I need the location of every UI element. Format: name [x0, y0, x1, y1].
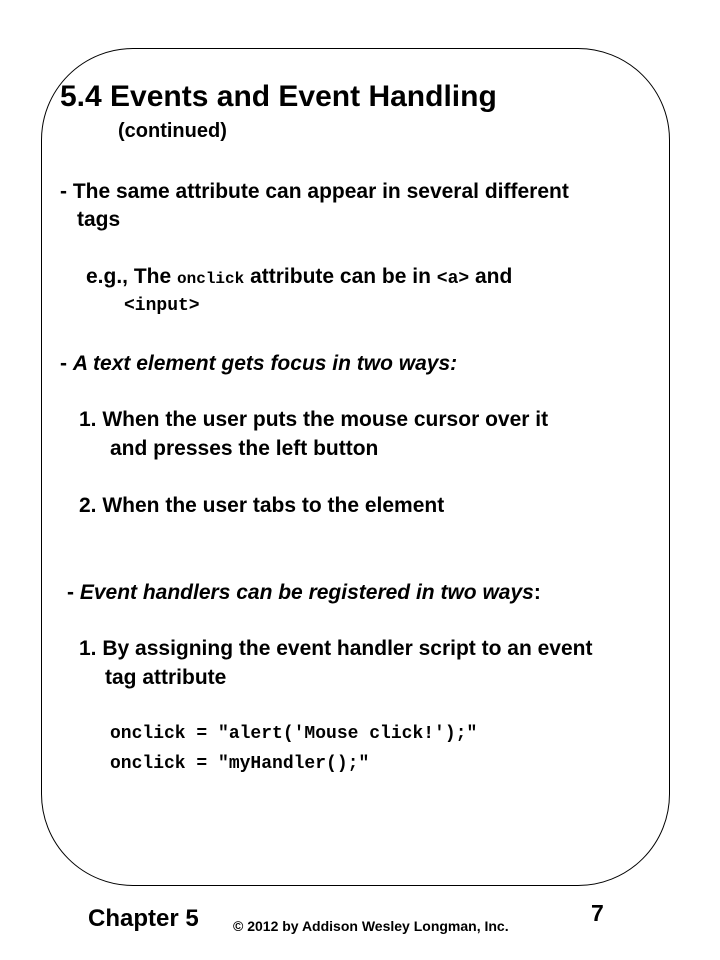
register-item-1-line1: 1. By assigning the event handler script to an event [79, 637, 593, 660]
code-input-tag: <input> [124, 296, 200, 316]
code-line-1: onclick = "alert('Mouse click!');" [110, 724, 478, 744]
footer-chapter: Chapter 5 [88, 905, 199, 932]
bullet-dash: - [60, 352, 73, 375]
bullet-text-focus [60, 352, 457, 376]
example-middle: attribute can be in [244, 265, 437, 288]
footer-copyright: © 2012 by Addison Wesley Longman, Inc. [233, 918, 509, 934]
example-prefix: e.g., The [86, 265, 178, 288]
slide-title: 5.4 Events and Event Handling [60, 80, 497, 113]
bullet-event-handlers-label: Event handlers can be registered in two ways [79, 581, 534, 604]
bullet-dash: - [67, 581, 80, 604]
focus-item-2: 2. When the user tabs to the element [79, 494, 445, 517]
bullet-same-attribute-line2: tags [77, 208, 121, 231]
example-line [86, 265, 512, 289]
example-suffix: and [469, 265, 513, 288]
bullet-same-attribute-line1: - The same attribute can appear in several different [60, 180, 569, 203]
slide-subtitle: (continued) [118, 120, 227, 142]
bullet-text-focus-label: A text element gets focus in two ways: [72, 352, 458, 375]
bullet-event-handlers [67, 581, 541, 605]
page-number: 7 [591, 900, 604, 926]
focus-item-1-line1: 1. When the user puts the mouse cursor over it [79, 408, 549, 431]
code-line-2: onclick = "myHandler();" [110, 754, 370, 774]
focus-item-1-line2: and presses the left button [110, 437, 379, 460]
register-item-1-line2: tag attribute [105, 666, 227, 689]
bullet-colon: : [533, 581, 541, 604]
code-a-tag: <a> [436, 269, 470, 289]
code-onclick: onclick [177, 270, 245, 288]
